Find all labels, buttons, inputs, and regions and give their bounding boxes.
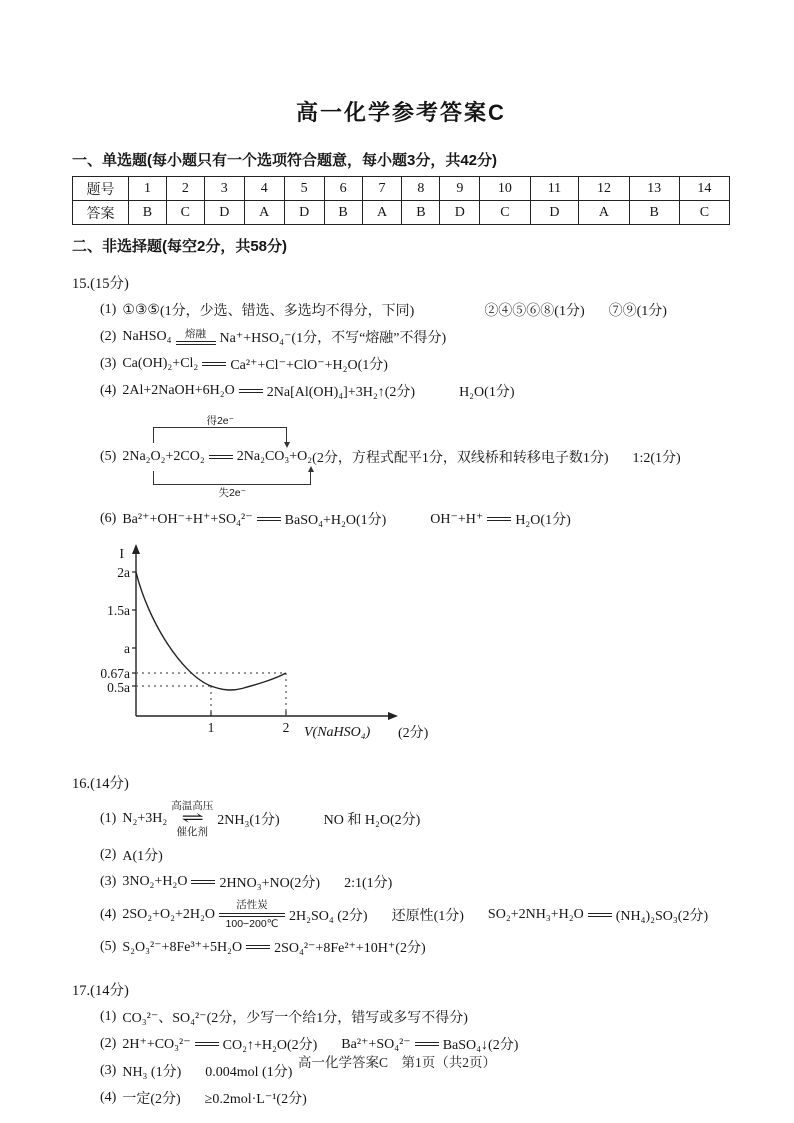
double-bridge-equation xyxy=(122,415,313,499)
item-number: (4) xyxy=(100,383,117,398)
page-title: 高一化学参考答案C xyxy=(296,100,506,125)
qnum-cell: 1 xyxy=(129,177,167,201)
q16-heading: 16.(14分) xyxy=(72,776,129,792)
reaction-condition xyxy=(176,328,216,347)
x-axis-label: V(NaHSO₄) xyxy=(304,725,371,740)
equation-lhs: 2Na₂O₂+2CO₂ xyxy=(122,449,205,464)
reaction-condition xyxy=(171,800,213,838)
equation-rhs: 2SO₄²⁻+8Fe²⁺+10H⁺(2分) xyxy=(274,941,426,957)
q15-answer-3 xyxy=(72,354,730,374)
page-footer: 高一化学答案C 第1页（共2页） xyxy=(297,1055,496,1070)
x-tick-label: 1 xyxy=(207,720,215,735)
y-tick-label: 1.5a xyxy=(107,603,130,618)
double-bond-equals-icon xyxy=(246,945,270,949)
x-axis-arrow-icon xyxy=(388,712,398,720)
answer-cell: D xyxy=(284,201,324,225)
electron-transfer-bridge-bottom xyxy=(153,471,311,485)
q15-answer-4 xyxy=(72,381,730,401)
equation-lhs: S₂O₃²⁻+8Fe³⁺+5H₂O xyxy=(122,939,243,955)
q16-answer-1 xyxy=(72,800,730,838)
item-number: (1) xyxy=(100,302,117,317)
row-label: 题号 xyxy=(73,177,129,201)
item-number: (3) xyxy=(100,356,117,371)
equation-lhs: SO₂+2NH₃+H₂O xyxy=(487,906,584,922)
qnum-cell: 13 xyxy=(629,177,679,201)
condition-text: 熔融 xyxy=(185,327,207,340)
answer-cell: B xyxy=(129,201,167,225)
qnum-cell: 14 xyxy=(679,177,729,201)
q15-heading: 15.(15分) xyxy=(72,276,129,292)
condition-text: 100−200℃ xyxy=(225,917,279,930)
equation-rhs: BaSO₄↓(2分) xyxy=(442,1038,519,1054)
electron-transfer-bridge-top xyxy=(153,427,287,443)
item-number: (6) xyxy=(100,511,117,526)
answer-text: ≥0.2mol·L⁻¹(2分) xyxy=(204,1092,307,1108)
qnum-cell: 2 xyxy=(166,177,204,201)
circled-answer-group: ②④⑤⑥⑧(1分) xyxy=(484,304,585,319)
answer-table xyxy=(72,176,730,225)
answer-cell: A xyxy=(244,201,284,225)
answer-cell: B xyxy=(402,201,440,225)
double-bond-equals-icon xyxy=(415,1042,439,1046)
condition-text: 活性炭 xyxy=(236,899,268,912)
qnum-cell: 5 xyxy=(284,177,324,201)
ratio-answer: 1:2(1分) xyxy=(632,451,681,466)
answer-cell: A xyxy=(362,201,402,225)
grading-note: (1分，少选、错选、多选均不得分，下同) xyxy=(159,304,415,319)
section1-heading: 一、单选题(每小题只有一个选项符合题意，每小题3分，共42分) xyxy=(72,152,498,169)
reversible-arrows-icon: ⇌ xyxy=(180,809,204,827)
table-row-question-numbers xyxy=(73,177,730,201)
double-bond-equals-icon xyxy=(588,913,612,917)
qnum-cell: 6 xyxy=(324,177,362,201)
item-number: (2) xyxy=(100,1036,117,1052)
equation-rhs: CO₂↑+H₂O(2分) xyxy=(222,1038,318,1054)
item-number: (5) xyxy=(100,939,117,955)
y-tick-label: a xyxy=(124,641,130,656)
q15-answer-6 xyxy=(72,509,730,529)
double-bond-equals-icon xyxy=(239,389,263,393)
equation-lhs: N₂+3H₂ xyxy=(122,811,168,827)
equation-lhs: OH⁻+H⁺ xyxy=(430,511,484,527)
equation-rhs: (NH₄)₂SO₃(2分) xyxy=(615,908,709,924)
answer-cell: C xyxy=(679,201,729,225)
q17-answer-1 xyxy=(72,1007,730,1027)
q15-answer-5 xyxy=(72,415,730,499)
item-number: (4) xyxy=(100,1090,117,1106)
item-number: (3) xyxy=(100,874,117,890)
qnum-cell: 4 xyxy=(244,177,284,201)
item-number: (2) xyxy=(100,847,117,863)
equation-rhs: BaSO₄+H₂O(1分) xyxy=(284,513,387,528)
equation-lhs: Ba²⁺+OH⁻+H⁺+SO₄²⁻ xyxy=(122,511,253,527)
qnum-cell: 9 xyxy=(440,177,480,201)
y-axis-arrow-icon xyxy=(132,544,140,554)
reaction-condition xyxy=(219,899,285,930)
equation-lhs: 2H⁺+CO₃²⁻ xyxy=(122,1036,191,1052)
y-axis-label: I xyxy=(119,547,124,562)
item-number: (5) xyxy=(100,449,117,464)
property-answer: 还原性(1分) xyxy=(391,908,464,924)
x-tick-label: 2 xyxy=(282,720,290,735)
q16-answer-4 xyxy=(72,899,730,930)
double-bond-equals-icon xyxy=(191,880,215,884)
extra-answer: NO 和 H₂O(2分) xyxy=(323,813,421,829)
item-number: (4) xyxy=(100,906,117,922)
circled-answer-group: ①③⑤ xyxy=(122,302,160,318)
q16-answer-5 xyxy=(72,937,730,957)
item-number: (2) xyxy=(100,329,117,344)
item-number: (1) xyxy=(100,1009,117,1025)
item-number: (1) xyxy=(100,811,117,827)
y-tick-label: 0.5a xyxy=(107,680,130,695)
equation-lhs: NaHSO₄ xyxy=(122,329,172,344)
grading-note: (2分，方程式配平1分，双线桥和转移电子数1分) xyxy=(312,451,609,466)
gain-electrons-label: 得2e⁻ xyxy=(206,415,235,427)
equation-rhs: H₂O(1分) xyxy=(515,513,571,528)
equation-rhs: 2HNO₃+NO(2分) xyxy=(219,876,321,892)
q15-answer-1 xyxy=(72,300,730,320)
qnum-cell: 10 xyxy=(480,177,530,201)
equation-rhs: 2H₂SO₄ (2分) xyxy=(289,908,368,924)
equation-rhs: Na⁺+HSO₄⁻(1分，不写“熔融”不得分) xyxy=(219,331,447,346)
double-bond-equals-icon xyxy=(202,362,226,366)
equation-lhs: Ca(OH)₂+Cl₂ xyxy=(122,356,199,371)
q16-answer-3 xyxy=(72,872,730,892)
ratio-answer: 2:1(1分) xyxy=(344,876,393,892)
equation-lhs: 3NO₂+H₂O xyxy=(122,874,188,890)
equation-lhs: Ba²⁺+SO₄²⁻ xyxy=(341,1036,411,1052)
answer-cell: A xyxy=(579,201,629,225)
extra-answer: H₂O(1分) xyxy=(459,385,515,400)
qnum-cell: 12 xyxy=(579,177,629,201)
qnum-cell: 7 xyxy=(362,177,402,201)
answer-cell: D xyxy=(440,201,480,225)
q17-heading: 17.(14分) xyxy=(72,983,129,1000)
answer-cell: B xyxy=(324,201,362,225)
equation-rhs: 2Na[Al(OH)₄]+3H₂↑(2分) xyxy=(266,385,416,400)
equation-rhs: Ca²⁺+Cl⁻+ClO⁻+H₂O(1分) xyxy=(230,358,388,373)
equation-lhs: 2SO₂+O₂+2H₂O xyxy=(122,906,215,922)
qnum-cell: 3 xyxy=(204,177,244,201)
lose-electrons-label: 失2e⁻ xyxy=(218,487,247,499)
equation-rhs: 2Na₂CO₃+O₂ xyxy=(236,449,313,464)
answer-cell: D xyxy=(530,201,579,225)
answer-text: NH₃ (1分) xyxy=(122,1065,182,1081)
equation-lhs: 2Al+2NaOH+6H₂O xyxy=(122,383,235,398)
answer-text: 一定(2分) xyxy=(122,1092,181,1108)
circled-answer-group: ⑦⑨(1分) xyxy=(608,304,667,319)
double-bond-equals-icon xyxy=(487,517,511,521)
condition-text: 催化剂 xyxy=(176,825,208,838)
graph-score: (2分) xyxy=(398,726,429,741)
table-row-answers xyxy=(73,201,730,225)
y-tick-label: 0.67a xyxy=(100,666,130,681)
q16-answer-2 xyxy=(72,845,730,865)
answer-cell: B xyxy=(629,201,679,225)
current-vs-volume-graph xyxy=(86,536,466,748)
section2-heading: 二、非选择题(每空2分，共58分) xyxy=(72,238,288,255)
q15-answer-2 xyxy=(72,327,730,347)
answer-cell: C xyxy=(480,201,530,225)
answer-cell: D xyxy=(204,201,244,225)
double-bond-equals-icon xyxy=(195,1042,219,1046)
row-label: 答案 xyxy=(73,201,129,225)
item-number: (3) xyxy=(100,1063,117,1079)
double-bond-equals-icon xyxy=(209,455,233,459)
current-curve xyxy=(136,572,286,690)
answer-cell: C xyxy=(166,201,204,225)
qnum-cell: 8 xyxy=(402,177,440,201)
qnum-cell: 11 xyxy=(530,177,579,201)
y-tick-label: 2a xyxy=(117,565,130,580)
double-bond-equals-icon xyxy=(176,341,216,345)
double-bond-equals-icon xyxy=(219,913,285,917)
q17-answer-4 xyxy=(72,1088,730,1108)
answer-text: CO₃²⁻、SO₄²⁻(2分，少写一个给1分，错写或多写不得分) xyxy=(122,1011,468,1027)
answer-text: 0.004mol (1分) xyxy=(205,1065,293,1081)
double-bond-equals-icon xyxy=(257,517,281,521)
answer-text: A(1分) xyxy=(122,849,163,865)
condition-text: 高温高压 xyxy=(171,800,214,812)
equation-rhs: 2NH₃(1分) xyxy=(217,813,280,829)
